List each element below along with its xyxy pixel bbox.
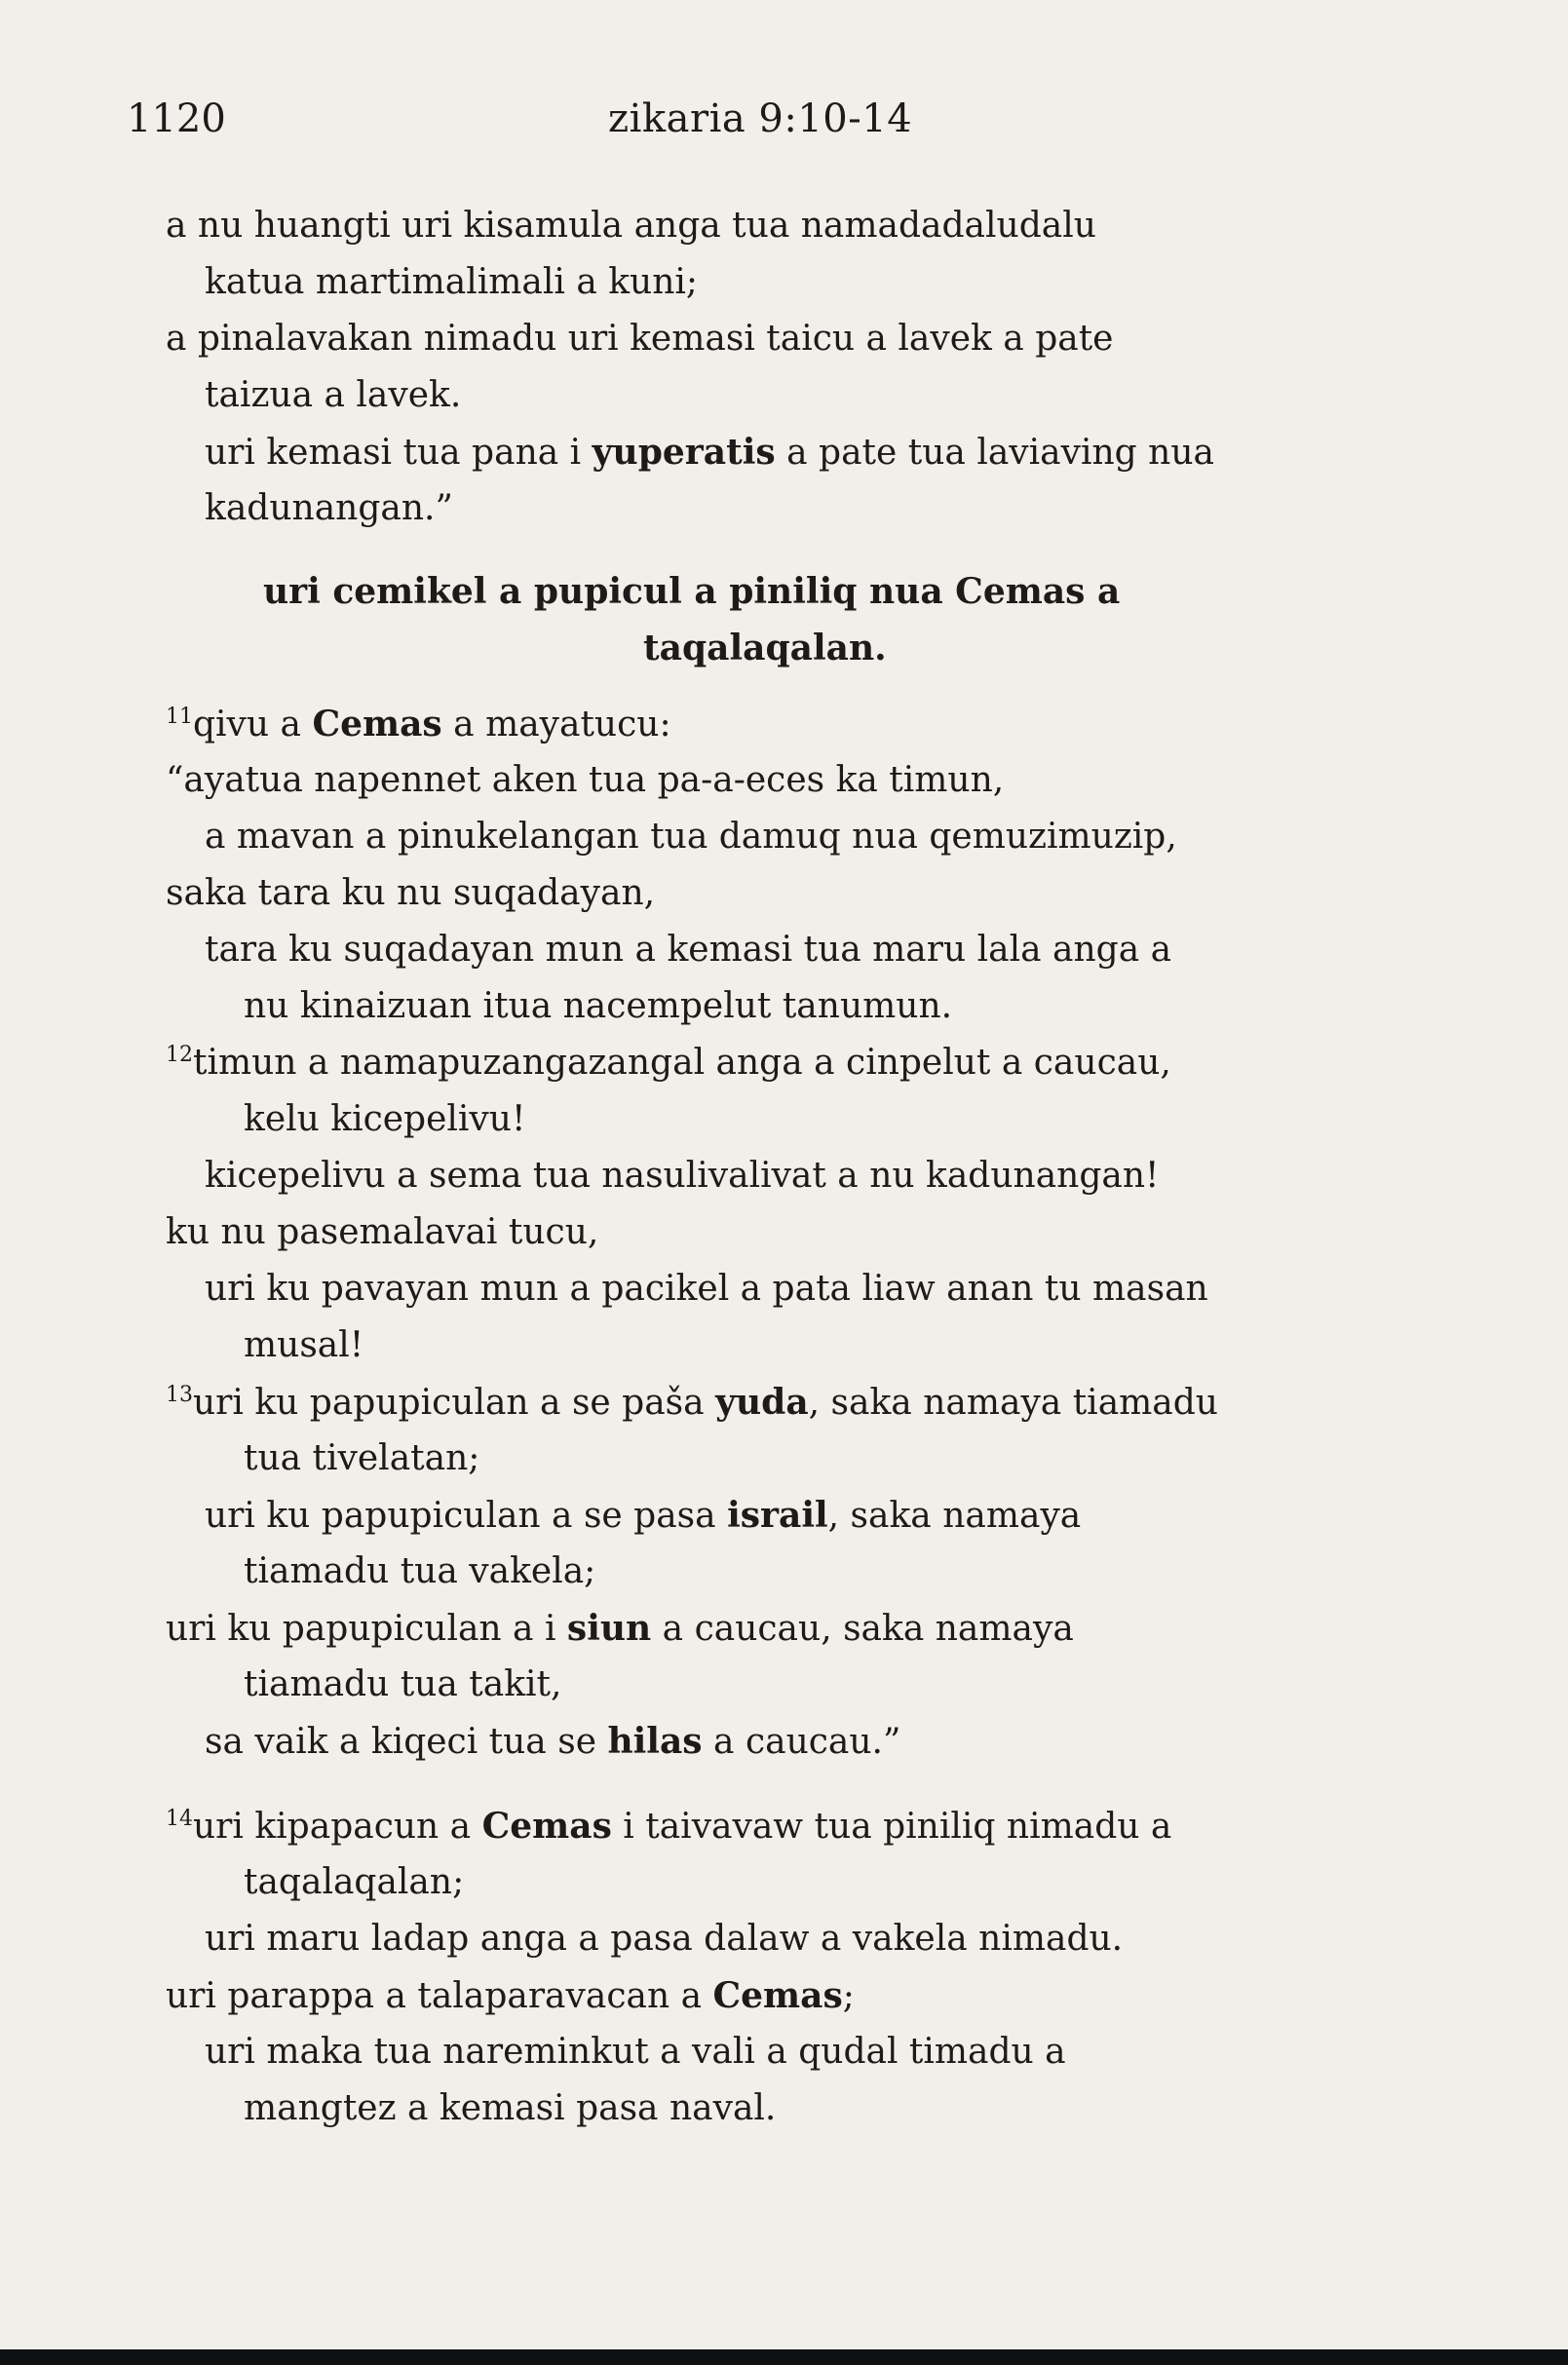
text-span: tara ku suqadayan mun a kemasi tua maru lala anga a bbox=[205, 930, 1172, 970]
text-line bbox=[244, 1854, 464, 1911]
text-span: uri parappa a talaparavacan a bbox=[166, 1976, 703, 2016]
text-line bbox=[205, 367, 461, 424]
text-line bbox=[205, 254, 698, 311]
text-line bbox=[166, 1204, 598, 1261]
text-span: taqalaqalan; bbox=[244, 1862, 465, 1902]
text-span: a caucau.” bbox=[713, 1722, 901, 1762]
text-line bbox=[205, 1148, 1160, 1204]
text-span: tua tivelatan; bbox=[244, 1438, 480, 1478]
verse-number: 11 bbox=[166, 705, 193, 729]
text-span: , saka namaya tiamadu bbox=[808, 1383, 1218, 1423]
text-span: tiamadu tua vakela; bbox=[244, 1551, 596, 1591]
text-span: a caucau, saka namaya bbox=[662, 1609, 1074, 1649]
text-span: a mayatucu: bbox=[453, 705, 671, 744]
text-span: a nu huangti uri kisamula anga tua namadadaludalu bbox=[166, 206, 1096, 246]
text-span: uri ku papupiculan a se pasa bbox=[205, 1496, 716, 1536]
text-span: kadunangan.” bbox=[205, 488, 453, 528]
text-line bbox=[205, 1487, 1081, 1545]
verse-line bbox=[166, 696, 671, 753]
text-span: uri kipapacun a bbox=[193, 1807, 472, 1847]
text-span: katua martimalimali a kuni; bbox=[205, 262, 699, 302]
text-span: musal! bbox=[244, 1325, 364, 1365]
text-line bbox=[166, 752, 1004, 809]
text-span: uri ku papupiculan a i bbox=[166, 1609, 556, 1649]
verse-line bbox=[166, 1798, 1171, 1855]
heading-span: taqalaqalan. bbox=[643, 628, 887, 668]
text-span: uri ku papupiculan a se paša bbox=[193, 1383, 705, 1423]
divine-name: Cemas bbox=[712, 1975, 843, 2016]
text-span: saka tara ku nu suqadayan, bbox=[166, 873, 656, 913]
place-name: yuda bbox=[715, 1382, 809, 1423]
section-heading bbox=[643, 620, 887, 676]
place-name: israil bbox=[727, 1495, 828, 1536]
text-span: taizua a lavek. bbox=[205, 375, 462, 415]
verse-number: 12 bbox=[166, 1043, 193, 1067]
divine-name: Cemas bbox=[481, 1806, 612, 1847]
text-line bbox=[244, 1430, 479, 1487]
text-span: uri maka tua nareminkut a vali a qudal timadu a bbox=[205, 2032, 1066, 2072]
text-span: kicepelivu a sema tua nasulivalivat a nu kadunangan! bbox=[205, 1156, 1160, 1196]
place-name: yuperatis bbox=[592, 432, 776, 473]
text-line bbox=[205, 922, 1171, 978]
text-line bbox=[166, 198, 1096, 254]
text-line bbox=[244, 1657, 561, 1713]
text-line bbox=[205, 1911, 1123, 1967]
text-span: i taivavaw tua piniliq nimadu a bbox=[623, 1807, 1172, 1847]
text-span: sa vaik a kiqeci tua se bbox=[205, 1722, 596, 1762]
bottom-edge-rule bbox=[0, 2349, 1568, 2365]
text-span: a pinalavakan nimadu uri kemasi taicu a lavek a pate bbox=[166, 319, 1114, 359]
text-line bbox=[166, 865, 655, 922]
text-line bbox=[205, 809, 1177, 865]
verse-line bbox=[166, 1374, 1218, 1431]
text-line bbox=[205, 424, 1214, 481]
text-span: a pate tua laviaving nua bbox=[786, 433, 1214, 473]
text-span: uri kemasi tua pana i bbox=[205, 433, 582, 473]
text-line bbox=[166, 311, 1113, 367]
place-name: siun bbox=[566, 1608, 652, 1649]
text-line bbox=[244, 978, 952, 1035]
text-line bbox=[244, 2080, 776, 2137]
text-span: mangtez a kemasi pasa naval. bbox=[244, 2088, 777, 2128]
running-head: zikaria 9:10-14 bbox=[608, 96, 913, 141]
text-line bbox=[244, 1317, 363, 1374]
text-line bbox=[205, 480, 453, 537]
text-line bbox=[166, 1967, 855, 2025]
page-number: 1120 bbox=[127, 96, 226, 141]
text-span: “ayatua napennet aken tua pa-a-eces ka timun, bbox=[166, 760, 1005, 800]
text-span: nu kinaizuan itua nacempelut tanumun. bbox=[244, 986, 953, 1026]
text-span: uri maru ladap anga a pasa dalaw a vakela nimadu. bbox=[205, 1919, 1124, 1959]
text-line bbox=[244, 1544, 595, 1600]
text-line bbox=[205, 1261, 1208, 1317]
text-span: ku nu pasemalavai tucu, bbox=[166, 1212, 599, 1252]
text-span: timun a namapuzangazangal anga a cinpelut a caucau, bbox=[193, 1043, 1171, 1083]
section-heading bbox=[263, 563, 1120, 620]
place-name: hilas bbox=[607, 1721, 703, 1762]
text-span: , saka namaya bbox=[827, 1496, 1082, 1536]
text-line bbox=[205, 1713, 900, 1771]
text-span: a mavan a pinukelangan tua damuq nua qemuzimuzip, bbox=[205, 817, 1177, 857]
text-line bbox=[166, 1600, 1074, 1658]
verse-number: 13 bbox=[166, 1383, 193, 1407]
divine-name: Cemas bbox=[312, 704, 442, 744]
text-span: tiamadu tua takit, bbox=[244, 1664, 562, 1704]
text-span: qivu a bbox=[193, 705, 301, 744]
verse-line bbox=[166, 1035, 1171, 1091]
text-line bbox=[244, 1091, 525, 1148]
text-span: kelu kicepelivu! bbox=[244, 1099, 526, 1139]
text-span: uri ku pavayan mun a pacikel a pata liaw anan tu masan bbox=[205, 1269, 1208, 1309]
page-header bbox=[0, 90, 1568, 148]
text-span: ; bbox=[842, 1976, 855, 2016]
heading-span: uri cemikel a pupicul a piniliq nua Cemas a bbox=[263, 571, 1121, 612]
verse-number: 14 bbox=[166, 1807, 193, 1831]
text-line bbox=[205, 2024, 1066, 2080]
